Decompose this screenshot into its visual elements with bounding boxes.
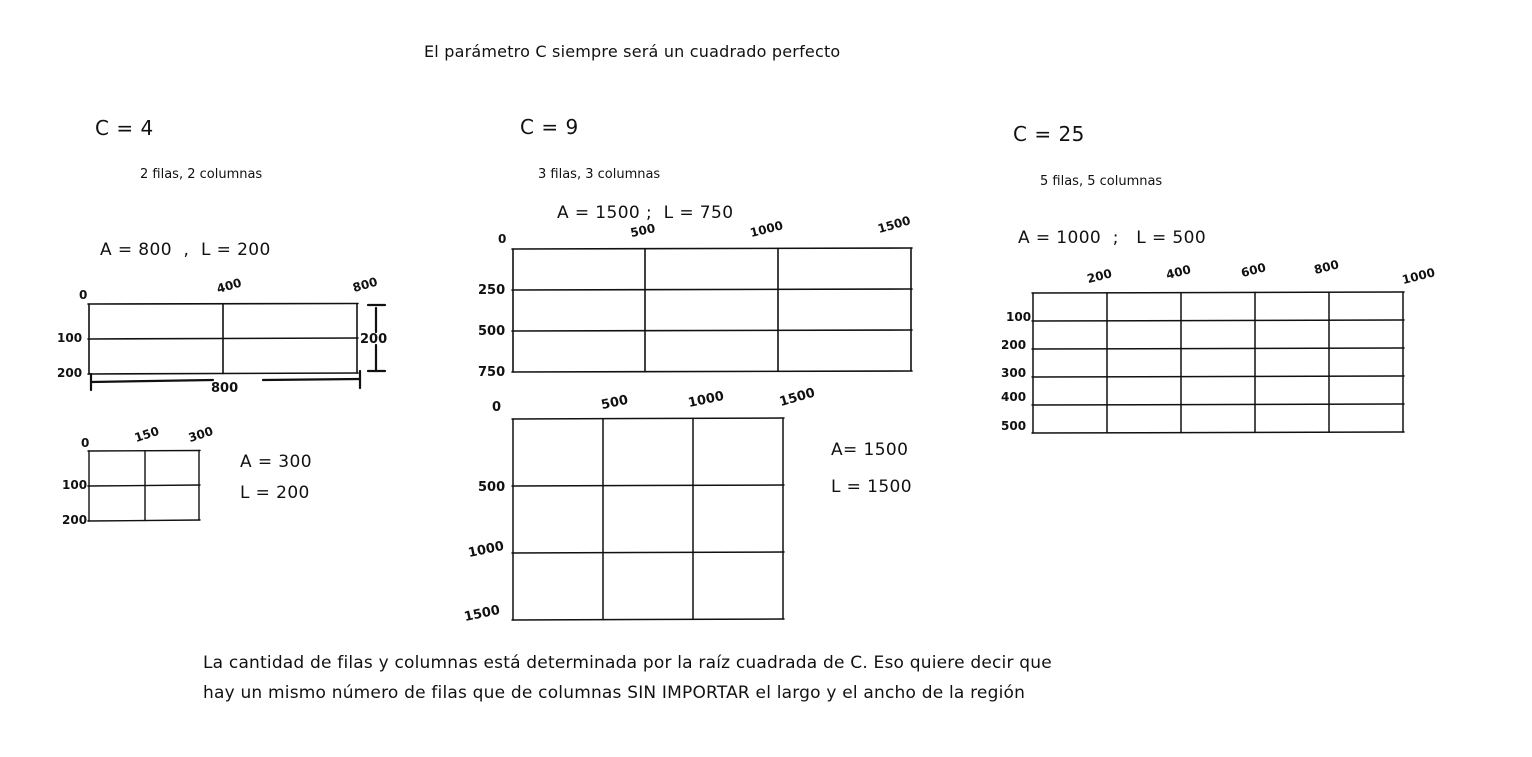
tick-c4-g2-x-2: 300 <box>186 423 215 445</box>
page-title: El parámetro C siempre será un cuadrado perfecto <box>424 42 841 61</box>
tick-c25-y-1: 100 <box>1006 310 1032 324</box>
tick-c9-g2-x-2: 1000 <box>686 388 726 411</box>
tick-c9-g2-x-3: 1500 <box>777 385 817 410</box>
tick-c4-g1-x-2: 800 <box>351 274 380 295</box>
tick-c9-g2-x-0: 0 <box>492 400 502 415</box>
height-label-c4-example-1: 200 <box>360 332 388 347</box>
case-heading-c4: C = 4 <box>95 116 154 140</box>
tick-c9-g2-y-2: 1000 <box>466 538 506 561</box>
tick-c4-g2-y-1: 100 <box>62 478 88 492</box>
tick-c25-y-4: 400 <box>1001 390 1027 404</box>
case-subtitle-c4: 2 filas, 2 columnas <box>140 167 263 182</box>
tick-c9-g1-y-3: 750 <box>478 365 506 380</box>
grid-c25-example-1 <box>1032 292 1408 435</box>
case-c4-example-1-annotation: A = 800 , L = 200 <box>100 240 271 260</box>
annotation-l-c9-example-2: L = 1500 <box>831 477 912 497</box>
tick-c25-y-3: 300 <box>1001 366 1027 380</box>
dimension-bars-c4-example-1 <box>88 300 408 395</box>
width-label-c4-example-1: 800 <box>211 381 239 396</box>
tick-c25-x-3: 600 <box>1239 260 1268 280</box>
grid-c4-example-2 <box>88 450 203 524</box>
tick-c25-x-2: 400 <box>1164 262 1193 282</box>
case-subtitle-c9: 3 filas, 3 columnas <box>538 167 661 182</box>
grid-c9-example-1 <box>512 248 916 376</box>
tick-c25-x-5: 1000 <box>1400 265 1437 287</box>
grid-c9-example-2 <box>512 418 788 624</box>
annotation-a-c9-example-2: A= 1500 <box>831 440 909 460</box>
tick-c9-g1-x-0: 0 <box>498 232 507 246</box>
tick-c4-g2-y-2: 200 <box>62 513 88 527</box>
case-subtitle-c25: 5 filas, 5 columnas <box>1040 174 1163 189</box>
case-c9-example-1-annotation: A = 1500 ; L = 750 <box>557 203 734 223</box>
tick-c4-g1-x-0: 0 <box>79 288 88 302</box>
case-c25-example-1-annotation: A = 1000 ; L = 500 <box>1018 228 1207 248</box>
case-heading-c9: C = 9 <box>520 115 579 139</box>
tick-c4-g2-x-1: 150 <box>132 423 161 445</box>
tick-c9-g1-y-2: 500 <box>478 324 506 339</box>
annotation-a-c4-example-2: A = 300 <box>240 452 312 472</box>
tick-c4-g2-x-0: 0 <box>81 436 90 450</box>
tick-c9-g2-y-3: 1500 <box>462 602 502 625</box>
tick-c9-g1-x-2: 1000 <box>748 218 785 240</box>
tick-c25-y-5: 500 <box>1001 419 1027 433</box>
tick-c4-g1-x-1: 400 <box>215 275 244 296</box>
footer-line-1: La cantidad de filas y columnas está determinada por la raíz cuadrada de C. Eso quiere decir que <box>203 653 1052 673</box>
tick-c9-g1-x-1: 500 <box>629 221 657 240</box>
tick-c25-x-1: 200 <box>1085 266 1114 286</box>
tick-c9-g1-y-1: 250 <box>478 283 506 298</box>
tick-c9-g2-x-1: 500 <box>599 392 630 413</box>
footer-line-2: hay un mismo número de filas que de columnas SIN IMPORTAR el largo y el ancho de la región <box>203 683 1026 703</box>
annotation-l-c4-example-2: L = 200 <box>240 483 310 503</box>
tick-c4-g1-y-2: 200 <box>57 366 83 380</box>
tick-c25-y-2: 200 <box>1001 338 1027 352</box>
tick-c9-g2-y-1: 500 <box>478 480 506 495</box>
tick-c4-g1-y-1: 100 <box>57 331 83 345</box>
tick-c9-g1-x-3: 1500 <box>876 213 913 236</box>
tick-c25-x-4: 800 <box>1312 257 1341 277</box>
case-heading-c25: C = 25 <box>1013 122 1085 146</box>
